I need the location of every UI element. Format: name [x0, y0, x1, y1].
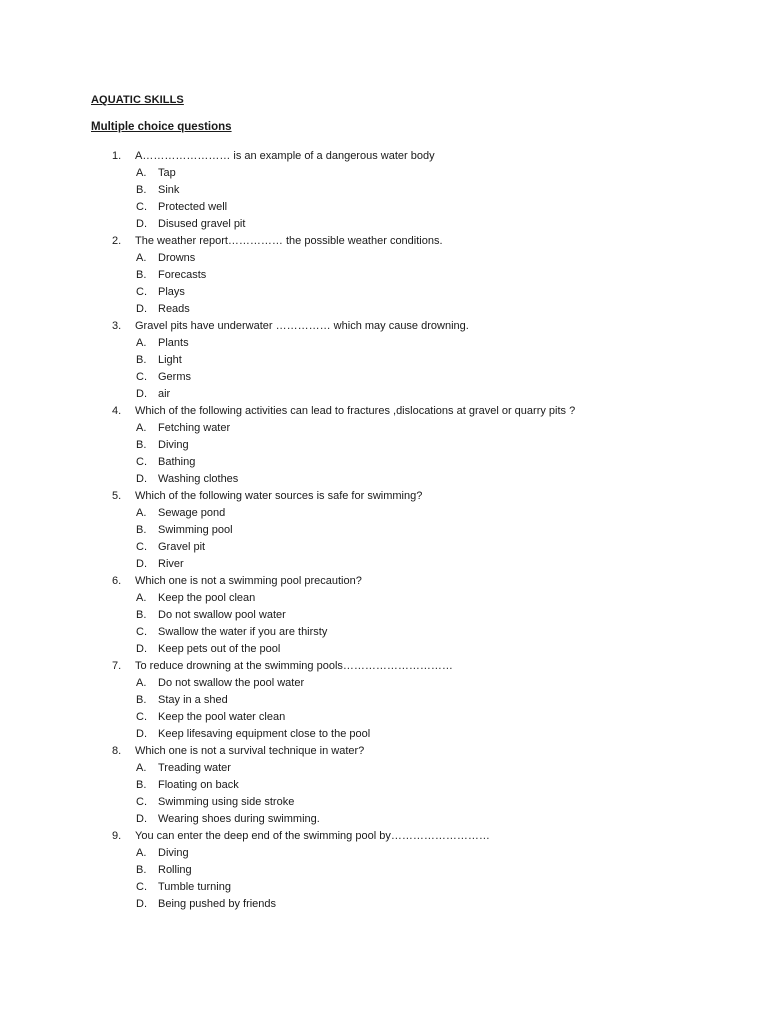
question-line	[0, 233, 768, 250]
option-text: Drowns	[158, 252, 196, 264]
option-line	[0, 250, 768, 267]
option-line	[0, 624, 768, 641]
option-text: Treading water	[158, 762, 231, 774]
option-letter: A.	[136, 762, 147, 774]
option-line	[0, 454, 768, 471]
option-text: Reads	[158, 303, 190, 315]
option-letter: A.	[136, 252, 147, 264]
question-item	[0, 488, 768, 573]
option-text: Floating on back	[158, 779, 239, 791]
option-letter: D.	[136, 813, 147, 825]
option-text: Disused gravel pit	[158, 218, 246, 230]
option-line	[0, 607, 768, 624]
option-text: Sink	[158, 184, 180, 196]
question-text: Which of the following activities can lead to fractures ,dislocations at gravel or quarry pits ?	[135, 405, 576, 417]
option-letter: D.	[136, 473, 147, 485]
option-text: Fetching water	[158, 422, 231, 434]
question-text: Which one is not a swimming pool precaution?	[135, 575, 362, 587]
option-letter: B.	[136, 779, 147, 791]
option-line	[0, 896, 768, 913]
question-item	[0, 573, 768, 658]
question-number: 6.	[112, 575, 122, 587]
option-letter: B.	[136, 439, 147, 451]
question-line	[0, 743, 768, 760]
option-line	[0, 590, 768, 607]
question-item	[0, 403, 768, 488]
question-text: Which of the following water sources is safe for swimming?	[135, 490, 423, 502]
question-item	[0, 743, 768, 828]
option-letter: C.	[136, 881, 147, 893]
option-line	[0, 352, 768, 369]
question-item	[0, 318, 768, 403]
option-text: Do not swallow the pool water	[158, 677, 305, 689]
question-number: 5.	[112, 490, 122, 502]
option-line	[0, 556, 768, 573]
option-line	[0, 301, 768, 318]
option-letter: D.	[136, 898, 147, 910]
question-item	[0, 828, 768, 913]
option-text: Swimming using side stroke	[158, 796, 295, 808]
question-line	[0, 573, 768, 590]
option-letter: C.	[136, 626, 147, 638]
option-line	[0, 386, 768, 403]
option-letter: B.	[136, 269, 147, 281]
option-line	[0, 505, 768, 522]
option-line	[0, 335, 768, 352]
section-heading: Multiple choice questions	[91, 121, 232, 133]
option-letter: B.	[136, 524, 147, 536]
option-letter: A.	[136, 337, 147, 349]
question-line	[0, 828, 768, 845]
question-text: Which one is not a survival technique in water?	[135, 745, 365, 757]
option-letter: D.	[136, 388, 147, 400]
option-line	[0, 165, 768, 182]
question-item	[0, 658, 768, 743]
option-text: Washing clothes	[158, 473, 239, 485]
option-text: air	[158, 388, 171, 400]
option-text: Diving	[158, 847, 189, 859]
option-letter: D.	[136, 303, 147, 315]
option-letter: D.	[136, 218, 147, 230]
option-line	[0, 539, 768, 556]
option-text: Bathing	[158, 456, 196, 468]
option-text: Keep the pool clean	[158, 592, 256, 604]
option-text: Protected well	[158, 201, 228, 213]
option-line	[0, 777, 768, 794]
option-line	[0, 760, 768, 777]
option-line	[0, 369, 768, 386]
question-text: A…………………… is an example of a dangerous water body	[135, 150, 435, 162]
option-line	[0, 182, 768, 199]
option-letter: B.	[136, 354, 147, 366]
question-list	[0, 148, 768, 913]
option-text: Tumble turning	[158, 881, 231, 893]
option-letter: A.	[136, 167, 147, 179]
option-text: Keep the pool water clean	[158, 711, 286, 723]
option-letter: B.	[136, 864, 147, 876]
option-text: Plants	[158, 337, 189, 349]
option-letter: D.	[136, 728, 147, 740]
question-number: 8.	[112, 745, 122, 757]
option-text: Gravel pit	[158, 541, 206, 553]
question-item	[0, 233, 768, 318]
question-text: To reduce drowning at the swimming pools…………………………	[135, 660, 453, 672]
option-letter: C.	[136, 286, 147, 298]
option-letter: C.	[136, 456, 147, 468]
option-letter: C.	[136, 371, 147, 383]
document-title: AQUATIC SKILLS	[91, 94, 184, 106]
option-line	[0, 216, 768, 233]
question-item	[0, 148, 768, 233]
option-line	[0, 284, 768, 301]
option-text: Keep lifesaving equipment close to the pool	[158, 728, 371, 740]
option-line	[0, 692, 768, 709]
option-text: Sewage pond	[158, 507, 226, 519]
option-line	[0, 437, 768, 454]
question-number: 4.	[112, 405, 122, 417]
option-text: Plays	[158, 286, 185, 298]
option-text: Keep pets out of the pool	[158, 643, 281, 655]
option-line	[0, 675, 768, 692]
option-letter: A.	[136, 592, 147, 604]
option-line	[0, 641, 768, 658]
option-letter: B.	[136, 694, 147, 706]
option-line	[0, 794, 768, 811]
question-text: Gravel pits have underwater …………… which may cause drowning.	[135, 320, 469, 332]
option-letter: C.	[136, 201, 147, 213]
option-letter: A.	[136, 677, 147, 689]
option-text: Rolling	[158, 864, 192, 876]
option-text: Wearing shoes during swimming.	[158, 813, 320, 825]
option-letter: D.	[136, 643, 147, 655]
option-letter: D.	[136, 558, 147, 570]
option-text: Germs	[158, 371, 191, 383]
option-line	[0, 420, 768, 437]
option-text: Stay in a shed	[158, 694, 228, 706]
option-line	[0, 471, 768, 488]
option-letter: B.	[136, 184, 147, 196]
option-line	[0, 862, 768, 879]
option-line	[0, 726, 768, 743]
option-line	[0, 522, 768, 539]
option-letter: C.	[136, 541, 147, 553]
option-letter: A.	[136, 507, 147, 519]
option-letter: B.	[136, 609, 147, 621]
question-number: 7.	[112, 660, 122, 672]
option-text: River	[158, 558, 184, 570]
option-letter: C.	[136, 711, 147, 723]
option-line	[0, 267, 768, 284]
option-line	[0, 709, 768, 726]
option-text: Being pushed by friends	[158, 898, 277, 910]
option-text: Swimming pool	[158, 524, 233, 536]
option-line	[0, 199, 768, 216]
question-line	[0, 318, 768, 335]
option-text: Do not swallow pool water	[158, 609, 286, 621]
question-line	[0, 148, 768, 165]
option-letter: C.	[136, 796, 147, 808]
question-line	[0, 658, 768, 675]
question-line	[0, 488, 768, 505]
question-number: 9.	[112, 830, 122, 842]
question-text: The weather report…………… the possible weather conditions.	[135, 235, 443, 247]
option-letter: A.	[136, 847, 147, 859]
question-line	[0, 403, 768, 420]
option-line	[0, 879, 768, 896]
option-text: Swallow the water if you are thirsty	[158, 626, 328, 638]
option-text: Forecasts	[158, 269, 207, 281]
option-line	[0, 845, 768, 862]
option-letter: A.	[136, 422, 147, 434]
question-number: 2.	[112, 235, 122, 247]
option-text: Tap	[158, 167, 176, 179]
question-number: 3.	[112, 320, 122, 332]
option-line	[0, 811, 768, 828]
question-number: 1.	[112, 150, 122, 162]
option-text: Diving	[158, 439, 189, 451]
question-text: You can enter the deep end of the swimming pool by………………………	[135, 830, 490, 842]
option-text: Light	[158, 354, 182, 366]
